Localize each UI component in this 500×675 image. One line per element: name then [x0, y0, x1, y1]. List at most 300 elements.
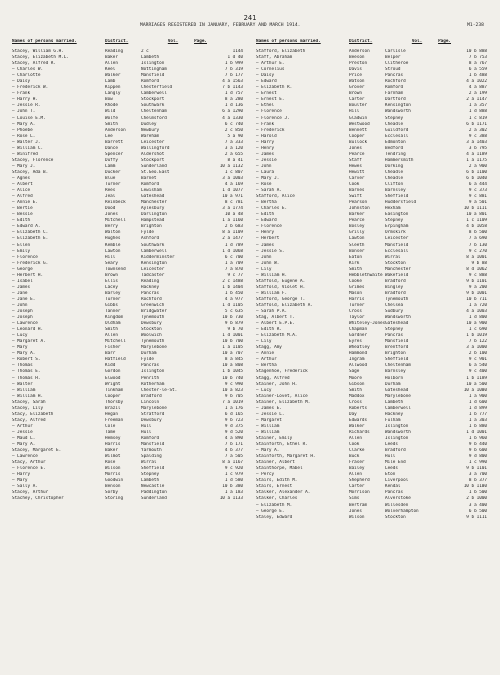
- entry-vol-page: 9 c 373: [468, 188, 487, 194]
- entry-district: Hackney: [141, 284, 160, 290]
- entry-district: Barnsley: [385, 369, 406, 375]
- entry-name: — Elizabeth C.: [12, 230, 49, 236]
- entry-name: — Margaret A.: [12, 339, 46, 345]
- entry-vol-page: 9 b 70: [227, 327, 243, 333]
- entry-name: — Walter J.: [12, 139, 41, 145]
- entry-vol-page: 9 d 800: [468, 454, 487, 460]
- entry-spouse: Staff: [349, 157, 362, 163]
- entry-district: Aylesbury: [141, 206, 165, 212]
- entry-name: Stagenhoe, Frederick: [256, 369, 308, 375]
- entry-name: Stacey, Ada B.: [12, 169, 49, 175]
- entry-name: — Jessie R.: [12, 103, 41, 109]
- entry-vol-page: 7 b 122: [468, 339, 487, 345]
- entry-vol-page: 1 c 990: [468, 460, 487, 466]
- entry-name: — Elizabeth M.A.: [256, 333, 298, 339]
- entry-vol-page: 1 d 40: [227, 55, 243, 61]
- entry-name: — Louise E.M.: [12, 115, 46, 121]
- entry-name: — Jessie L.: [256, 411, 285, 417]
- entry-name: Stag, Albert T.: [256, 315, 295, 321]
- entry-district: Bradford: [385, 290, 406, 296]
- entry-district: Ashford: [141, 236, 160, 242]
- entry-spouse: Smith: [105, 327, 118, 333]
- entry-name: — George: [12, 266, 33, 272]
- entry-name: — James E.: [256, 405, 282, 411]
- entry-spouse: Bailey: [349, 466, 365, 472]
- entry-name: Stainer, John H.: [256, 381, 298, 387]
- entry-district: Sudbury: [385, 309, 404, 315]
- entry-spouse: Maddox: [349, 393, 365, 399]
- entry-vol-page: 10 b 1111: [463, 206, 487, 212]
- entry-district: Pancras: [385, 333, 404, 339]
- entry-district: Leicester: [141, 139, 165, 145]
- entry-vol-page: 7 a 690: [468, 236, 487, 242]
- entry-name: — Percy: [256, 472, 275, 478]
- entry-name: — Arthur: [12, 423, 33, 429]
- entry-name: — Edward A.: [12, 224, 41, 230]
- entry-spouse: Lawton: [105, 248, 121, 254]
- entry-spouse: Lamm: [105, 163, 116, 169]
- entry-name: — Edward: [256, 218, 277, 224]
- entry-vol-page: 9 c 990: [224, 381, 243, 387]
- entry-name: — John T.: [12, 109, 36, 115]
- entry-spouse: Rose: [105, 460, 116, 466]
- entry-name: — Charlotte: [12, 73, 41, 79]
- entry-spouse: Dance: [105, 145, 118, 151]
- entry-name: — Edith: [256, 212, 275, 218]
- entry-name: — Mary A.: [12, 442, 36, 448]
- entry-name: Stachey, Christopher: [12, 496, 64, 502]
- entry-district: Romford: [141, 79, 160, 85]
- entry-spouse: Shepherd: [349, 478, 370, 484]
- entry-name: — Herbert: [256, 236, 280, 242]
- entry-spouse: Anderson: [105, 127, 126, 133]
- header-vol: Vol.: [411, 39, 423, 44]
- entry-vol-page: 2 b 100: [468, 351, 487, 357]
- entry-name: — Daisy: [12, 79, 31, 85]
- entry-name: — Joseph: [12, 315, 33, 321]
- entry-name: Stainer, Elizabeth M.: [256, 399, 311, 405]
- entry-spouse: Wild: [105, 109, 116, 115]
- entry-vol-page: 2 c 1488: [222, 278, 243, 284]
- entry-district: 2 c: [141, 49, 149, 54]
- entry-spouse: Allen: [349, 472, 362, 478]
- entry-district: Camberwell: [141, 91, 167, 97]
- entry-district: Sheffield: [141, 466, 165, 472]
- entry-spouse: Hebblethwaite: [349, 272, 383, 278]
- entry-spouse: Mitchell: [105, 339, 126, 345]
- entry-name: — Frederick G.: [12, 260, 49, 266]
- entry-vol-page: 10 a 1133: [219, 496, 243, 502]
- header-name: Names of persons married.: [256, 39, 321, 44]
- entry-spouse: Cross: [349, 399, 362, 405]
- entry-vol-page: 4 a 169: [224, 182, 243, 188]
- entry-vol-page: 1 b 999: [224, 61, 243, 67]
- entry-vol-page: 9 b 879: [224, 321, 243, 327]
- entry-vol-page: 3 a 700: [468, 472, 487, 478]
- entry-spouse: Freeman: [105, 417, 124, 423]
- entry-vol-page: 8 b 377: [468, 478, 487, 484]
- entry-vol-page: 1 a 183: [224, 490, 243, 496]
- entry-district: Stepney: [385, 327, 404, 333]
- entry-name: — Arthur E.: [256, 61, 285, 67]
- entry-vol-page: 9 c 270: [468, 248, 487, 254]
- entry-name: — Margaret: [256, 417, 282, 423]
- entry-district: Cheltenham: [141, 109, 167, 115]
- entry-district: Stepney: [385, 115, 404, 121]
- entry-district: Ecclesall: [385, 133, 409, 139]
- entry-spouse: Edwards: [349, 417, 368, 423]
- entry-name: — Lily: [256, 339, 272, 345]
- entry-spouse: Grimes: [349, 284, 365, 290]
- entry-name: Stacey, Margaret E.: [12, 448, 62, 454]
- entry-district: Chesterfield: [141, 85, 173, 91]
- entry-name: — Florence E.: [12, 466, 46, 472]
- entry-spouse: Allwood: [349, 363, 368, 369]
- entry-district: Woolwich: [141, 333, 162, 339]
- entry-district: Farnham: [385, 91, 404, 97]
- entry-vol-page: 9 c 400: [468, 369, 487, 375]
- entry-district: Stockton: [141, 327, 162, 333]
- entry-district: Islington: [385, 436, 409, 441]
- entry-vol-page: 1 a 357: [468, 103, 487, 109]
- entry-district: Bradford: [385, 278, 406, 284]
- entry-district: Fylde: [141, 230, 154, 236]
- entry-district: Nottingham: [141, 67, 167, 73]
- entry-spouse: Watson: [349, 79, 365, 85]
- entry-spouse: Hewitt: [349, 169, 365, 175]
- entry-district: Carlisle: [385, 49, 406, 54]
- entry-district: Bradford: [141, 393, 162, 399]
- entry-spouse: Brown: [349, 91, 362, 97]
- entry-district: Darlington: [141, 212, 167, 218]
- entry-spouse: Cooper: [349, 133, 365, 139]
- entry-district: Kensington: [141, 260, 167, 266]
- entry-vol-page: 2 b 1000: [466, 496, 487, 502]
- entry-name: — Florence: [256, 224, 282, 230]
- entry-vol-page: 1 a 1160: [222, 218, 243, 224]
- entry-vol-page: 6 b 1171: [466, 121, 487, 127]
- entry-spouse: Roberts: [349, 405, 368, 411]
- entry-vol-page: 2 c 850: [224, 127, 243, 133]
- entry-district: Marylebone: [141, 345, 167, 351]
- entry-vol-page: 1 d 789: [224, 242, 243, 248]
- entry-spouse: Fisher: [105, 345, 121, 351]
- entry-vol-page: 4 b 1058: [466, 224, 487, 230]
- left-column: [12, 39, 252, 503]
- entry-district: Wirral: [385, 254, 401, 260]
- entry-spouse: Ducker: [105, 169, 121, 175]
- entry-district: Tynemouth: [385, 296, 409, 302]
- entry-spouse: Mason: [349, 290, 362, 296]
- entry-district: Islington: [141, 61, 165, 67]
- entry-spouse: Barr: [105, 351, 116, 357]
- entry-district: Stepney: [141, 472, 160, 478]
- entry-name: — Lucy: [256, 387, 272, 393]
- entry-vol-page: 5 c 635: [224, 309, 243, 315]
- entry-spouse: Beeson: [349, 55, 365, 61]
- entry-vol-page: 2 a 1477: [222, 236, 243, 242]
- entry-spouse: Jeal: [105, 194, 116, 200]
- entry-name: Stainer, Albert: [256, 460, 295, 466]
- entry-vol-page: 9 b 440: [468, 442, 487, 448]
- entry-district: Stockport: [141, 97, 165, 103]
- entry-spouse: Brazil: [105, 405, 121, 411]
- entry-name: — George E.: [256, 508, 285, 514]
- entry-name: Staffold, Eugene A.: [256, 278, 306, 284]
- entry-spouse: Grover: [349, 85, 365, 91]
- entry-name: — Mary J.: [256, 175, 280, 181]
- entry-district: Kensington: [385, 103, 411, 109]
- entry-spouse: Lawton: [349, 236, 365, 242]
- entry-name: Stacy, Alfred: [12, 417, 46, 423]
- entry-vol-page: 8 a 845: [224, 357, 243, 363]
- entry-spouse: Rees: [105, 188, 116, 194]
- entry-vol-page: 10 a 808: [222, 363, 243, 369]
- entry-district: Clifton: [385, 182, 404, 188]
- entry-name: Stacey, Arthur: [12, 490, 49, 496]
- entry-spouse: Tanner: [105, 309, 121, 315]
- entry-name: Stafford, George T.: [256, 296, 306, 302]
- entry-vol-page: 3 a 1403: [466, 139, 487, 145]
- entry-district: Mile End: [385, 460, 406, 466]
- entry-name: — Isabel: [12, 278, 33, 284]
- entry-name: — Phoebe: [12, 127, 33, 133]
- entry-district: Manchester: [385, 266, 411, 272]
- entry-district: Cheltenham: [385, 363, 411, 369]
- entry-vol-page: 1 d 757: [224, 91, 243, 97]
- entry-spouse: Brown: [105, 272, 118, 278]
- entry-spouse: Barker: [349, 212, 365, 218]
- entry-district: Stockton: [385, 514, 406, 520]
- entry-vol-page: 8 a 280: [224, 97, 243, 103]
- entry-district: Rochford: [385, 79, 406, 85]
- entry-spouse: Bow: [105, 97, 113, 103]
- entry-district: Tynemouth: [141, 339, 165, 345]
- entry-name: — John: [256, 163, 272, 169]
- entry-district: Marylebone: [385, 393, 411, 399]
- entry-district: Tendring: [385, 151, 406, 157]
- entry-spouse: Blue: [105, 175, 116, 181]
- entry-name: — Ernest E.: [256, 97, 285, 103]
- entry-spouse: Smith: [349, 266, 362, 272]
- entry-district: Kendal: [385, 484, 401, 490]
- entry-spouse: Hill: [349, 109, 360, 115]
- entry-spouse: Moore: [349, 375, 362, 381]
- entry-district: Dartford: [385, 97, 406, 103]
- entry-vol-page: 4 b 377: [224, 448, 243, 454]
- entry-district: Mansfield: [141, 73, 165, 79]
- entry-district: Wolverhampton: [385, 508, 419, 514]
- entry-spouse: Harris: [349, 296, 365, 302]
- entry-name: — Frederick: [256, 127, 285, 133]
- entry-spouse: Johnston: [349, 206, 370, 212]
- entry-spouse: Dood: [105, 206, 116, 212]
- entry-name: — Mary A.: [12, 121, 36, 127]
- entry-vol-page: 8 b 500: [468, 230, 487, 236]
- entry-spouse: Walton: [105, 230, 121, 236]
- entry-spouse: Kirk: [349, 260, 360, 266]
- entry-district: Rochford: [141, 296, 162, 302]
- entry-spouse: Bosley: [349, 224, 365, 230]
- entry-name: Staley, Edward: [256, 514, 293, 520]
- entry-spouse: Ingram: [349, 357, 365, 363]
- entry-spouse: Benson: [105, 484, 121, 490]
- entry-spouse: Hewes: [349, 163, 362, 169]
- entry-name: — Frank: [256, 121, 275, 127]
- entry-district: Hackney: [385, 411, 404, 417]
- entry-vol-page: 1 d 1068: [222, 248, 243, 254]
- entry-name: — Rose L.: [12, 133, 36, 139]
- entry-spouse: Lee: [105, 133, 113, 139]
- entry-name: Stairs, Edith M.: [256, 478, 298, 484]
- entry-district: Manchester: [141, 200, 167, 206]
- entry-spouse: Berry: [105, 224, 118, 230]
- entry-vol-page: 1 c 690: [468, 327, 487, 333]
- entry-name: Stafford, Elizabeth: [256, 49, 306, 54]
- entry-spouse: Fraser: [349, 460, 365, 466]
- entry-spouse: Sims: [349, 496, 360, 502]
- entry-name: — Thomas E.: [12, 369, 41, 375]
- entry-name: — Jane E.: [12, 296, 36, 302]
- entry-spouse: Turner: [105, 182, 121, 188]
- left-entries: [12, 49, 252, 503]
- entry-vol-page: 9 c 920: [224, 466, 243, 472]
- entry-district: Paddington: [141, 490, 167, 496]
- entry-district: Brighton: [141, 224, 162, 230]
- entry-name: — Frederick W.: [12, 85, 49, 91]
- entry-district: Hampstead: [141, 218, 165, 224]
- entry-name: — Ernest: [256, 91, 277, 97]
- entry-vol-page: 1 b 880: [468, 423, 487, 429]
- entry-spouse: Wright: [105, 381, 121, 387]
- entry-district: Newcastle: [141, 484, 165, 490]
- entry-district: Easington: [385, 212, 409, 218]
- entry-district: Newbury: [141, 127, 160, 133]
- entry-district: Willesden: [385, 502, 409, 508]
- entry-vol-page: 3 a 1000: [466, 345, 487, 351]
- entry-vol-page: 10 a 500: [466, 381, 487, 387]
- entry-vol-page: 1 d 888: [468, 109, 487, 115]
- entry-spouse: Langly: [105, 91, 121, 97]
- entry-spouse: Allen: [105, 333, 118, 339]
- entry-vol-page: 1 a 1175: [466, 157, 487, 163]
- entry-spouse: Ellis: [105, 278, 118, 284]
- entry-district: Brentford: [385, 345, 409, 351]
- entry-district: Cheadle: [385, 169, 404, 175]
- entry-vol-page: 1 b 960: [468, 436, 487, 441]
- entry-name: — Bertie: [12, 206, 33, 212]
- entry-name: Stainer, Emily: [256, 436, 293, 441]
- entry-vol-page: 1 b 500: [468, 490, 487, 496]
- entry-spouse: Goodwin: [105, 478, 124, 484]
- entry-district: Aldershot: [141, 151, 165, 157]
- entry-spouse: Oldham: [105, 321, 121, 327]
- entry-district: Leeds: [385, 466, 398, 472]
- entry-vol-page: 10 b 380: [222, 484, 243, 490]
- entry-spouse: Turner: [349, 302, 365, 308]
- entry-vol-page: 1 a 176: [224, 405, 243, 411]
- right-column: [256, 39, 496, 521]
- entry-name: Stagg, Amy: [256, 345, 282, 351]
- entry-vol-page: 10 a 900: [466, 321, 487, 327]
- entry-district: Lambeth: [385, 399, 404, 405]
- entry-name: — Harry: [12, 472, 31, 478]
- entry-spouse: Walker: [349, 423, 365, 429]
- entry-spouse: Turner: [105, 296, 121, 302]
- entry-name: Stainforth, Ethel R.: [256, 442, 308, 448]
- entry-district: Rotherham: [141, 381, 165, 387]
- entry-spouse: Eyres: [349, 339, 362, 345]
- entry-vol-page: 2 a 199: [468, 91, 487, 97]
- entry-district: Pancras: [385, 490, 404, 496]
- entry-vol-page: 1 b 488: [468, 73, 487, 79]
- entry-district: Chelsea: [385, 302, 404, 308]
- entry-spouse: Grilly: [349, 230, 365, 236]
- entry-spouse: Swift: [349, 194, 362, 200]
- entry-district: Leicester: [385, 236, 409, 242]
- entry-district: Wakefield: [385, 272, 409, 278]
- entry-name: — Annie: [256, 351, 275, 357]
- entry-name: — Herbert H.: [12, 272, 44, 278]
- entry-vol-page: 10 b 1100: [463, 484, 487, 490]
- entry-district: Mansfield: [385, 242, 409, 248]
- entry-district: Dudley: [141, 121, 157, 127]
- entry-spouse: Gladwin: [349, 115, 368, 121]
- entry-vol-page: 8 d 1062: [466, 266, 487, 272]
- entry-spouse: Harris: [105, 442, 121, 448]
- entry-district: Wirral: [141, 460, 157, 466]
- entry-name: Stalker, Charles: [256, 496, 298, 502]
- entry-spouse: Price: [349, 73, 362, 79]
- entry-spouse: Cook: [349, 442, 360, 448]
- entry-name: — Joseph: [12, 309, 33, 315]
- entry-name: — Albert: [12, 182, 33, 188]
- entry-spouse: Preston: [349, 61, 368, 67]
- entry-district: Bedford: [385, 145, 404, 151]
- entry-district: Spalding: [141, 454, 162, 460]
- entry-district: Barnet: [141, 175, 157, 181]
- entry-vol-page: 7 b 1143: [222, 85, 243, 91]
- entry-spouse: Allen: [105, 61, 118, 67]
- entry-spouse: Sage: [349, 369, 360, 375]
- entry-name: — Ellen: [12, 242, 31, 248]
- entry-district: Pancras: [141, 363, 160, 369]
- right-entries: [256, 49, 496, 521]
- header-title: MARRIAGES REGISTERED IN JANUARY, FEBRUARY AND MARCH 1914.: [140, 23, 301, 28]
- header-district: District.: [105, 39, 129, 44]
- entry-name: — Lucy: [12, 333, 28, 339]
- entry-spouse: Mitchell: [105, 218, 126, 224]
- entry-district: Erpingham: [385, 224, 409, 230]
- entry-name: — Mary A.: [12, 351, 36, 357]
- entry-district: Edmonton: [385, 139, 406, 145]
- entry-district: Yarmouth: [141, 448, 162, 454]
- entry-vol-page: 8 a 1167: [222, 460, 243, 466]
- entry-name: — Winifred: [12, 151, 38, 157]
- entry-district: Eton: [385, 472, 396, 478]
- entry-spouse: Bonser: [349, 248, 365, 254]
- entry-vol-page: 5 a 90: [227, 133, 243, 139]
- entry-name: Stacy, Arthur: [12, 460, 46, 466]
- entry-district: Liverpool: [385, 478, 409, 484]
- entry-vol-page: 1 a 1105: [222, 345, 243, 351]
- entry-spouse: Kidd: [105, 363, 116, 369]
- entry-name: — Bertha: [256, 363, 277, 369]
- entry-spouse: Spencer: [105, 151, 124, 157]
- entry-district: Durham: [385, 381, 401, 387]
- entry-vol-page: 10 a 823: [222, 387, 243, 393]
- entry-vol-page: 1 c 819: [468, 115, 487, 121]
